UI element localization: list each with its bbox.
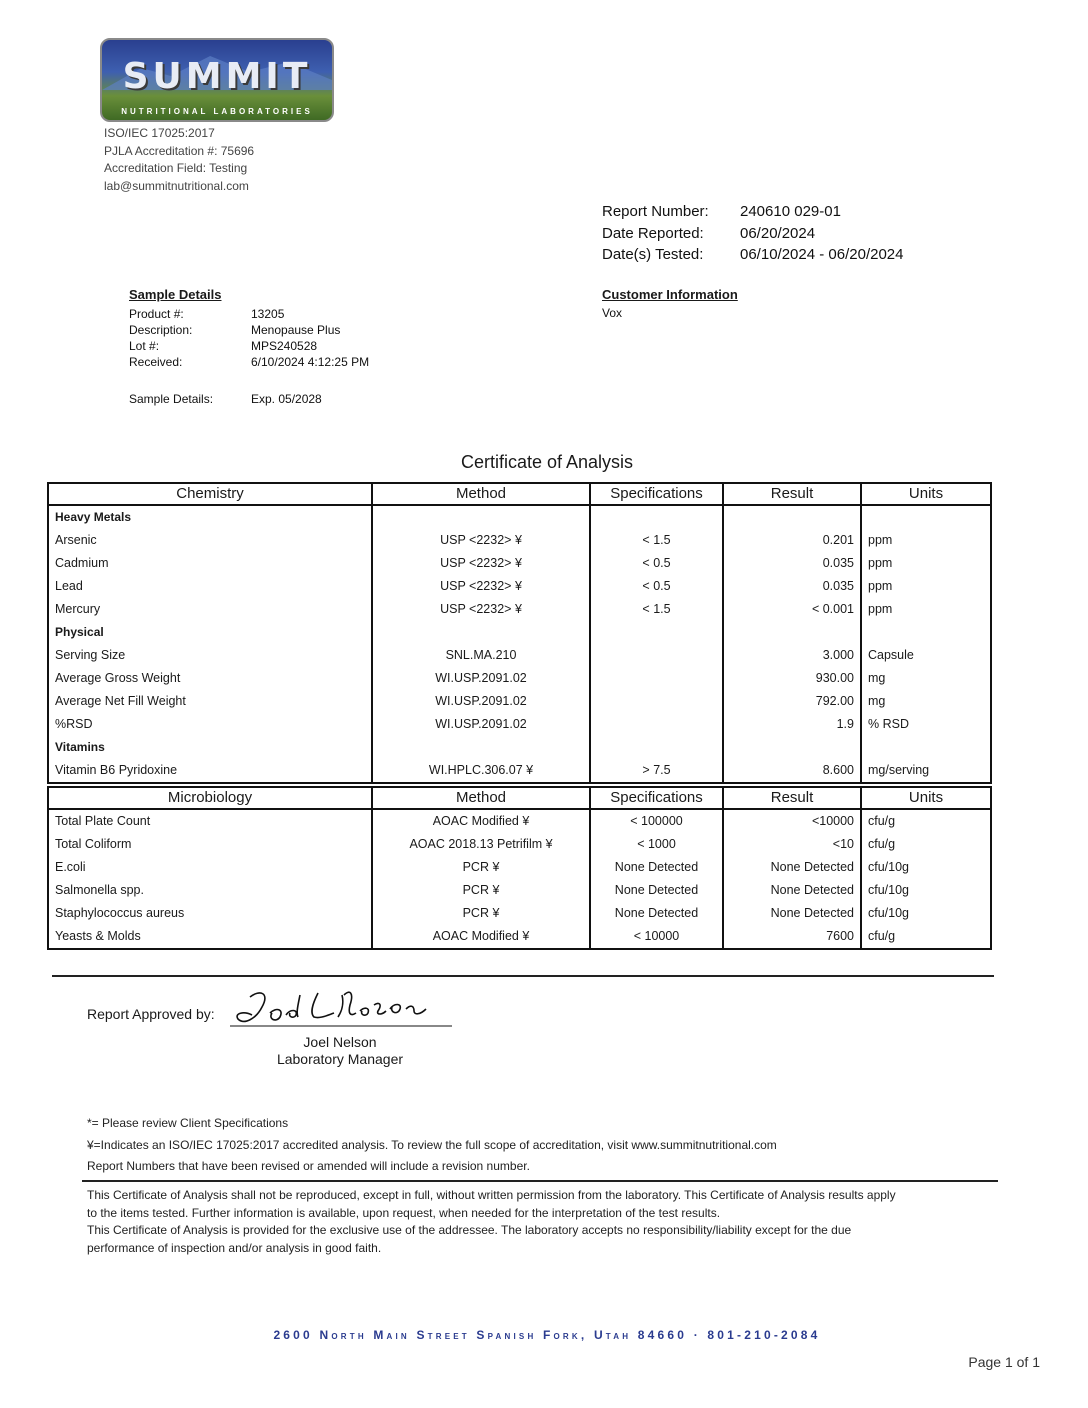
sample-details xyxy=(129,306,369,370)
method: WI.USP.2091.02 xyxy=(372,667,590,690)
summit-logo xyxy=(100,38,334,122)
accreditation-line: Accreditation Field: Testing xyxy=(104,161,248,175)
method: AOAC Modified ¥ xyxy=(372,925,590,949)
document-title: Certificate of Analysis xyxy=(460,452,634,472)
date-reported: 06/20/2024 xyxy=(740,224,816,242)
units: cfu/g xyxy=(861,925,991,949)
analyte: %RSD xyxy=(48,713,372,736)
column-header: Method xyxy=(372,483,590,505)
footer-address: 2600 North Main Street Spanish Fork, Utah 84660 · 801-210-2084 xyxy=(273,1328,821,1342)
method: WI.HPLC.306.07 ¥ xyxy=(372,759,590,783)
expiry-value: Exp. 05/2028 xyxy=(251,392,322,406)
result: < 0.001 xyxy=(723,598,861,621)
method: PCR ¥ xyxy=(372,879,590,902)
signature-image xyxy=(230,985,456,1031)
units: cfu/g xyxy=(861,833,991,856)
result: 0.035 xyxy=(723,575,861,598)
date-reported-label: Date Reported: xyxy=(602,224,704,242)
analyte: Yeasts & Molds xyxy=(48,925,372,949)
disclaimer-block xyxy=(87,1187,896,1257)
column-header: Microbiology xyxy=(48,787,372,809)
divider xyxy=(52,975,994,977)
analyte: Serving Size xyxy=(48,644,372,667)
sample-label: Description: xyxy=(129,323,193,337)
column-header: Method xyxy=(372,787,590,809)
table-row xyxy=(48,833,991,856)
table-row xyxy=(48,667,991,690)
analyte: Staphylococcus aureus xyxy=(48,902,372,925)
units: cfu/10g xyxy=(861,902,991,925)
analyte: Salmonella spp. xyxy=(48,879,372,902)
report-info xyxy=(602,201,903,266)
accreditation-line: ISO/IEC 17025:2017 xyxy=(104,126,215,140)
units: ppm xyxy=(861,552,991,575)
result: 0.201 xyxy=(723,529,861,552)
approver-role: Laboratory Manager xyxy=(276,1051,404,1067)
result: 8.600 xyxy=(723,759,861,783)
analyte: Vitamin B6 Pyridoxine xyxy=(48,759,372,783)
result: 3.000 xyxy=(723,644,861,667)
units: mg xyxy=(861,690,991,713)
microbiology-table xyxy=(47,786,992,950)
column-header: Specifications xyxy=(590,787,723,809)
table-row xyxy=(48,902,991,925)
table-header xyxy=(48,787,991,809)
method: AOAC 2018.13 Petrifilm ¥ xyxy=(372,833,590,856)
analyte: Lead xyxy=(48,575,372,598)
customer-name: Vox xyxy=(602,306,623,320)
analyte: Average Gross Weight xyxy=(48,667,372,690)
group-label: Vitamins xyxy=(48,736,372,759)
analyte: Average Net Fill Weight xyxy=(48,690,372,713)
spec: < 100000 xyxy=(590,809,723,833)
units: cfu/10g xyxy=(861,879,991,902)
method: PCR ¥ xyxy=(372,856,590,879)
result: None Detected xyxy=(723,879,861,902)
report-number: 240610 029-01 xyxy=(740,203,841,220)
table-row xyxy=(48,856,991,879)
disclaimer-line: This Certificate of Analysis is provided for the exclusive use of the addressee. The laboratory accepts no responsibility/liability except for the due xyxy=(87,1223,852,1237)
units: cfu/10g xyxy=(861,856,991,879)
table-row xyxy=(48,713,991,736)
group-label: Physical xyxy=(48,621,372,644)
spec: < 10000 xyxy=(590,925,723,949)
result: 930.00 xyxy=(723,667,861,690)
table-row xyxy=(48,575,991,598)
disclaimer-line: performance of inspection and/or analysis in good faith. xyxy=(87,1240,382,1255)
received-date: 6/10/2024 4:12:25 PM xyxy=(251,355,370,369)
table-header xyxy=(48,483,991,505)
sample-expiry xyxy=(129,392,322,406)
chemistry-table xyxy=(47,482,992,784)
spec xyxy=(590,713,723,736)
result: 7600 xyxy=(723,925,861,949)
units: Capsule xyxy=(861,644,991,667)
result: 0.035 xyxy=(723,552,861,575)
spec: None Detected xyxy=(590,856,723,879)
result: None Detected xyxy=(723,856,861,879)
spec: > 7.5 xyxy=(590,759,723,783)
sample-label: Received: xyxy=(129,355,183,369)
notes-block xyxy=(87,1113,777,1178)
group-row xyxy=(48,621,991,644)
units: ppm xyxy=(861,529,991,552)
spec: < 0.5 xyxy=(590,575,723,598)
logo-subtitle: NUTRITIONAL LABORATORIES xyxy=(121,107,313,116)
analyte: E.coli xyxy=(48,856,372,879)
units: mg xyxy=(861,667,991,690)
approved-by-label: Report Approved by: xyxy=(87,1006,215,1022)
table-row xyxy=(48,529,991,552)
note-line: Report Numbers that have been revised or amended will include a revision number. xyxy=(87,1159,530,1173)
method: USP <2232> ¥ xyxy=(372,598,590,621)
dates-tested-label: Date(s) Tested: xyxy=(602,246,704,263)
spec xyxy=(590,644,723,667)
page-number: Page 1 of 1 xyxy=(968,1354,1040,1370)
method: SNL.MA.210 xyxy=(372,644,590,667)
lot-number: MPS240528 xyxy=(251,339,318,353)
logo-wordmark: SUMMIT xyxy=(122,56,312,97)
result: 1.9 xyxy=(723,713,861,736)
method: USP <2232> ¥ xyxy=(372,529,590,552)
spec: < 1000 xyxy=(590,833,723,856)
sample-details-heading: Sample Details xyxy=(129,287,222,302)
table-row xyxy=(48,925,991,949)
analyte: Cadmium xyxy=(48,552,372,575)
method: WI.USP.2091.02 xyxy=(372,690,590,713)
table-row xyxy=(48,879,991,902)
analyte: Arsenic xyxy=(48,529,372,552)
table-row xyxy=(48,598,991,621)
units: cfu/g xyxy=(861,809,991,833)
column-header: Result xyxy=(723,787,861,809)
result: 792.00 xyxy=(723,690,861,713)
method: PCR ¥ xyxy=(372,902,590,925)
report-number-label: Report Number: xyxy=(602,203,709,220)
method: USP <2232> ¥ xyxy=(372,575,590,598)
spec: < 1.5 xyxy=(590,598,723,621)
analyte: Total Coliform xyxy=(48,833,372,856)
column-header: Result xyxy=(723,483,861,505)
accreditation-line: PJLA Accreditation #: 75696 xyxy=(104,143,255,158)
sample-details-label: Sample Details: xyxy=(129,392,214,406)
column-header: Units xyxy=(861,787,991,809)
column-header: Specifications xyxy=(590,483,723,505)
group-label: Heavy Metals xyxy=(48,505,372,529)
column-header: Chemistry xyxy=(48,483,372,505)
customer-heading: Customer Information xyxy=(602,287,738,302)
spec: < 0.5 xyxy=(590,552,723,575)
product-number: 13205 xyxy=(251,307,285,321)
spec: None Detected xyxy=(590,902,723,925)
result: <10000 xyxy=(723,809,861,833)
method: WI.USP.2091.02 xyxy=(372,713,590,736)
note-line: ¥=Indicates an ISO/IEC 17025:2017 accredited analysis. To review the full scope of accreditation, visit www.summitnutritional.com xyxy=(87,1137,777,1152)
table-row xyxy=(48,644,991,667)
sample-label: Lot #: xyxy=(129,339,160,353)
approver-block xyxy=(240,1034,440,1068)
disclaimer-line: This Certificate of Analysis shall not be reproduced, except in full, without written permission from the laboratory. This Certificate of Analysis results apply xyxy=(87,1188,896,1202)
product-description: Menopause Plus xyxy=(251,323,341,337)
spec: < 1.5 xyxy=(590,529,723,552)
table-row xyxy=(48,809,991,833)
table-row xyxy=(48,552,991,575)
divider xyxy=(82,1180,998,1182)
approver-name: Joel Nelson xyxy=(303,1034,377,1050)
spec xyxy=(590,690,723,713)
units: ppm xyxy=(861,575,991,598)
lab-email: lab@summitnutritional.com xyxy=(104,178,249,193)
spec xyxy=(590,667,723,690)
spec: None Detected xyxy=(590,879,723,902)
disclaimer-line: to the items tested. Further information is available, upon request, when needed for the interpretation of the test results. xyxy=(87,1205,721,1220)
result: None Detected xyxy=(723,902,861,925)
sample-label: Product #: xyxy=(129,307,184,321)
dates-tested: 06/10/2024 - 06/20/2024 xyxy=(740,246,904,263)
method: AOAC Modified ¥ xyxy=(372,809,590,833)
analyte: Total Plate Count xyxy=(48,809,372,833)
group-row xyxy=(48,736,991,759)
table-row xyxy=(48,690,991,713)
accreditation-block xyxy=(104,125,254,195)
units: mg/serving xyxy=(861,759,991,783)
group-row xyxy=(48,505,991,529)
column-header: Units xyxy=(861,483,991,505)
note-line: *= Please review Client Specifications xyxy=(87,1116,289,1130)
analyte: Mercury xyxy=(48,598,372,621)
units: ppm xyxy=(861,598,991,621)
result: <10 xyxy=(723,833,861,856)
table-row xyxy=(48,759,991,783)
units: % RSD xyxy=(861,713,991,736)
method: USP <2232> ¥ xyxy=(372,552,590,575)
